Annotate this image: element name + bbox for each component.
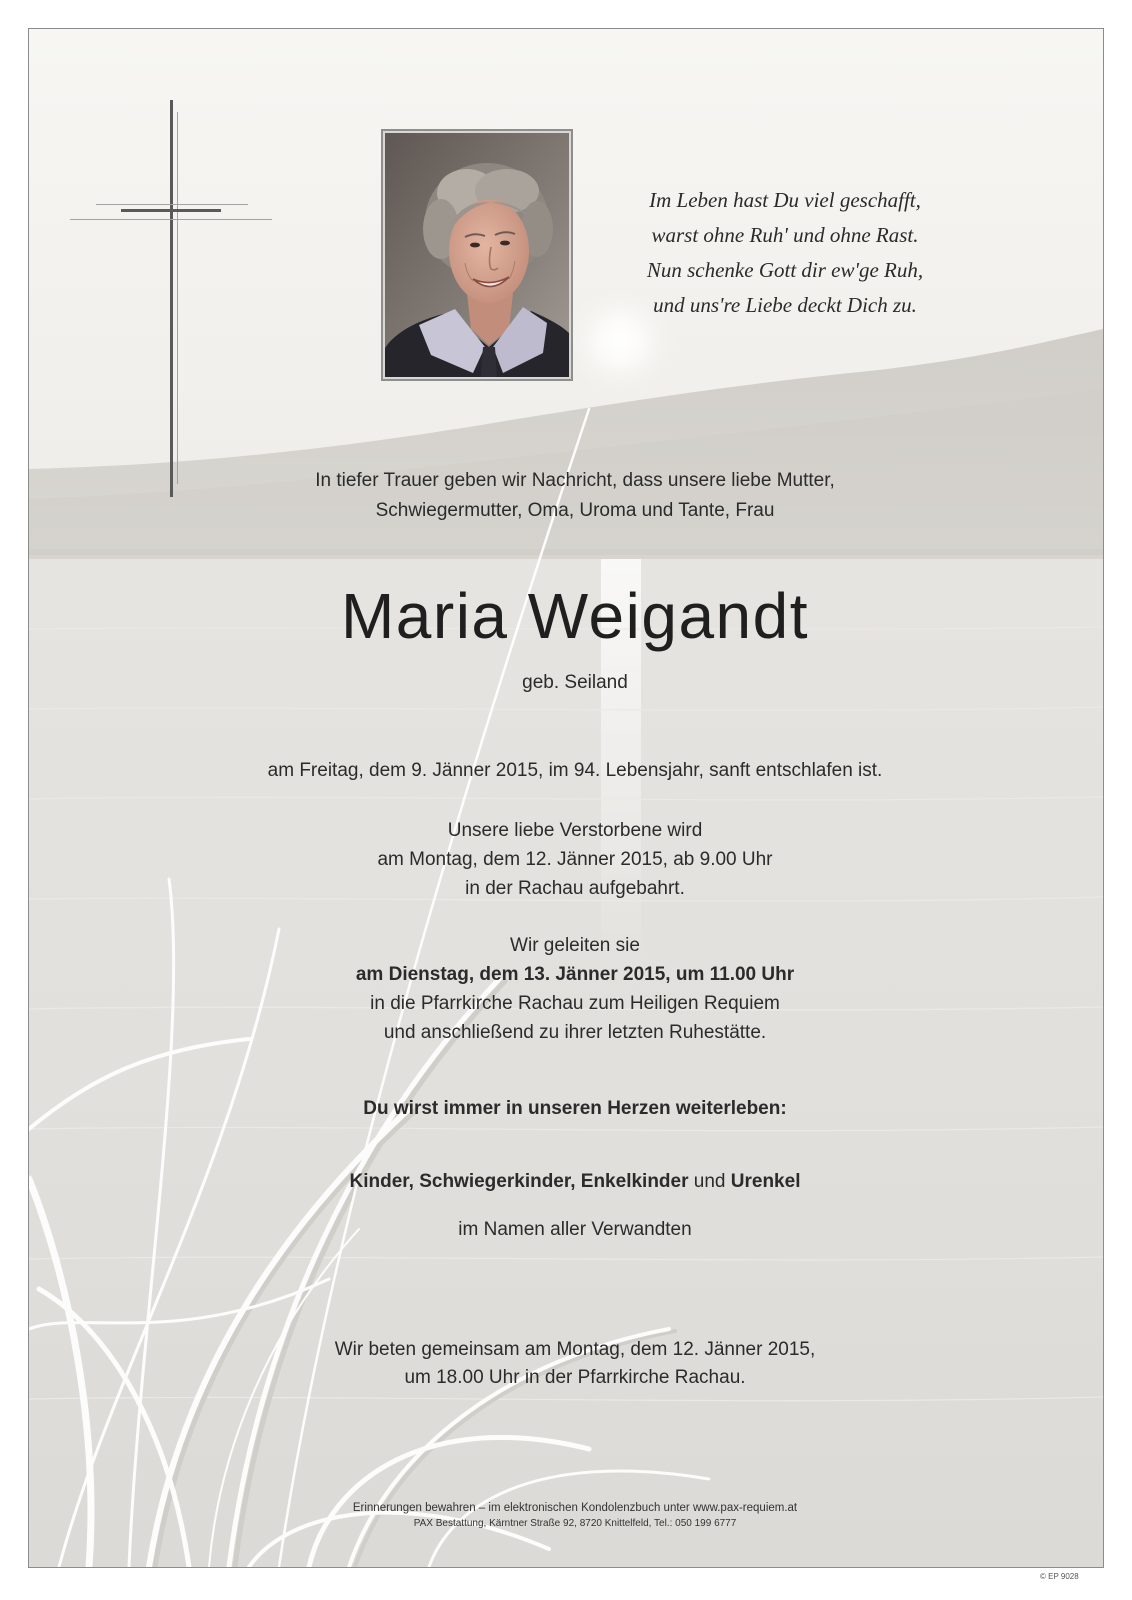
poem-line-3: Nun schenke Gott dir ew'ge Ruh, xyxy=(646,258,924,282)
viewing-line-2: am Montag, dem 12. Jänner 2015, ab 9.00 Uhr xyxy=(377,849,773,870)
footer xyxy=(175,1501,975,1531)
cross-icon xyxy=(60,90,290,510)
portrait-photo xyxy=(381,129,573,381)
cross-horizontal-line-bottom xyxy=(70,219,272,220)
announcement-intro xyxy=(175,466,975,526)
poem-line-2: warst ohne Ruh' und ohne Rast. xyxy=(651,223,919,247)
farewell xyxy=(175,1094,975,1123)
portrait-image xyxy=(385,133,569,377)
eye-right xyxy=(500,241,510,246)
mourners-last: Urenkel xyxy=(730,1171,801,1192)
poem-line-4: und uns're Liebe deckt Dich zu. xyxy=(653,293,917,317)
mourners xyxy=(175,1167,975,1196)
viewing-info xyxy=(175,816,975,903)
funeral-intro: Wir geleiten sie xyxy=(510,935,640,956)
poem-line-1: Im Leben hast Du viel geschafft, xyxy=(649,188,921,212)
cross-horizontal-line-top xyxy=(96,204,248,205)
eye-left xyxy=(470,243,480,248)
funeral-date-time: am Dienstag, dem 13. Jänner 2015, um 11.00 Uhr xyxy=(355,964,795,985)
cross-vertical-bar xyxy=(170,100,173,497)
funeral-line-2: und anschließend zu ihrer letzten Ruhestätte. xyxy=(383,1022,767,1043)
death-notice-line: am Freitag, dem 9. Jänner 2015, im 94. Lebensjahr, sanft entschlafen ist. xyxy=(267,760,883,781)
intro-line-2: Schwiegermutter, Oma, Uroma und Tante, Frau xyxy=(375,500,775,521)
mourners-line xyxy=(175,1167,975,1196)
cross-vertical-line xyxy=(177,112,178,484)
farewell-line: Du wirst immer in unseren Herzen weiterleben: xyxy=(363,1098,787,1119)
funeral-info xyxy=(175,931,975,1047)
intro-line-1: In tiefer Trauer geben wir Nachricht, dass unsere liebe Mutter, xyxy=(315,470,835,491)
birth-name xyxy=(175,669,975,697)
viewing-line-3: in der Rachau aufgebahrt. xyxy=(465,878,685,899)
prayer-line-1: Wir beten gemeinsam am Montag, dem 12. Jänner 2015, xyxy=(334,1339,816,1360)
poem xyxy=(600,183,970,323)
on-behalf xyxy=(175,1215,975,1244)
funeral-line-1: in die Pfarrkirche Rachau zum Heiligen Requiem xyxy=(370,993,780,1014)
print-code: © EP 9028 xyxy=(1040,1572,1079,1581)
blouse-placket xyxy=(481,347,497,377)
shoreline xyxy=(29,549,1103,559)
footer-undertaker-line: PAX Bestattung, Kärntner Straße 92, 8720 Knittelfeld, Tel.: 050 199 6777 xyxy=(413,1518,737,1529)
on-behalf-line: im Namen aller Verwandten xyxy=(458,1219,692,1240)
prayer-line-2: um 18.00 Uhr in der Pfarrkirche Rachau. xyxy=(404,1367,746,1388)
death-notice xyxy=(175,757,975,785)
mourners-main: Kinder, Schwiegerkinder, Enkelkinder xyxy=(349,1171,689,1192)
mourners-conjunction: und xyxy=(693,1171,726,1192)
footer-condolence-line: Erinnerungen bewahren – im elektronischen Kondolenzbuch unter www.pax-requiem.at xyxy=(352,1502,798,1514)
cross-horizontal-bar xyxy=(121,209,221,212)
deceased-name: Maria Weigandt xyxy=(340,580,810,652)
birth-name-line: geb. Seiland xyxy=(522,672,628,693)
prayer-info xyxy=(175,1336,975,1392)
viewing-line-1: Unsere liebe Verstorbene wird xyxy=(447,820,703,841)
